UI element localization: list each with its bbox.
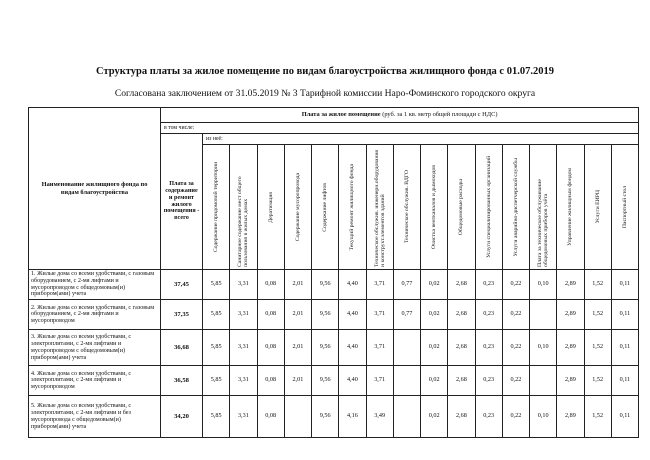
cell-value: 2,68 — [448, 366, 475, 396]
cell-value: 5,85 — [203, 330, 230, 366]
column-header-7 — [366, 145, 393, 270]
cell-value: 3,31 — [230, 330, 257, 366]
cell-value: 1,52 — [584, 330, 611, 366]
column-header-14 — [557, 145, 584, 270]
cell-value: 1,52 — [584, 396, 611, 438]
column-header-label: Очистка вентканалов и дымоходов — [431, 164, 438, 250]
column-header-3 — [257, 145, 284, 270]
row-total: 37,45 — [161, 270, 203, 300]
cell-value: 0,11 — [611, 366, 638, 396]
cell-value: 0,11 — [611, 300, 638, 330]
cell-value: 2,01 — [284, 300, 311, 330]
row-name: 4. Жилые дома со всеми удобствами, с электроплитами, с 2-мя лифтами и мусоропроводом — [29, 366, 161, 396]
payment-header — [161, 108, 639, 123]
cell-value: 0,11 — [611, 330, 638, 366]
cell-value: 0,22 — [502, 300, 529, 330]
table-row — [29, 396, 639, 438]
cell-value: 2,89 — [557, 366, 584, 396]
of-which-label: из неё: — [203, 134, 639, 145]
cell-value: 1,52 — [584, 300, 611, 330]
row-total: 36,68 — [161, 330, 203, 366]
cell-value: 0,08 — [257, 366, 284, 396]
cell-value: 0,02 — [421, 300, 448, 330]
column-header-15 — [584, 145, 611, 270]
cell-value: 0,22 — [502, 396, 529, 438]
column-header-label: Текущий ремонт жилищного фонда — [349, 163, 356, 251]
cell-value: 0,23 — [475, 300, 502, 330]
column-header-label: Дератизация — [267, 191, 274, 223]
cell-value: 5,85 — [203, 366, 230, 396]
cell-value: 2,68 — [448, 396, 475, 438]
cell-value: 2,01 — [284, 330, 311, 366]
cell-value: 2,68 — [448, 330, 475, 366]
cell-value: 2,68 — [448, 300, 475, 330]
cell-value — [284, 396, 311, 438]
row-name: 3. Жилые дома со всеми удобствами, с электроплитами, с 2-мя лифтами и мусоропроводом с общедомовым(и) прибором(ами) учета — [29, 330, 161, 366]
total-column-header: Плата за содержание и ремонт жилого помещения - всего — [161, 134, 203, 270]
cell-value: 0,11 — [611, 396, 638, 438]
cell-value: 0,02 — [421, 330, 448, 366]
cell-value: 0,22 — [502, 366, 529, 396]
column-header-11 — [475, 145, 502, 270]
cell-value: 3,71 — [366, 270, 393, 300]
cell-value — [393, 330, 420, 366]
column-header-label: Содержание придомовой территории — [213, 161, 220, 253]
cell-value: 9,56 — [312, 396, 339, 438]
cell-value: 0,08 — [257, 270, 284, 300]
cell-value — [530, 300, 557, 330]
document-title: Структура платы за жилое помещение по видам благоустройства жилищного фонда с 01.07.2019 — [96, 66, 554, 77]
cell-value: 0,77 — [393, 270, 420, 300]
column-header-label: Плата за техническое обслуживание общедомовых приборов учёта — [537, 179, 550, 267]
including-label: в том числе: — [161, 123, 639, 134]
cell-value: 3,31 — [230, 270, 257, 300]
table-row — [29, 270, 639, 300]
cell-value: 0,08 — [257, 396, 284, 438]
row-total: 36,58 — [161, 366, 203, 396]
cell-value: 1,52 — [584, 270, 611, 300]
cell-value: 0,11 — [611, 270, 638, 300]
column-header-label: Услуги ЕИРЦ — [594, 190, 601, 224]
column-header-1 — [203, 145, 230, 270]
row-total: 37,35 — [161, 300, 203, 330]
cell-value: 4,40 — [339, 300, 366, 330]
row-total: 34,20 — [161, 396, 203, 438]
cell-value: 2,01 — [284, 270, 311, 300]
column-header-9 — [421, 145, 448, 270]
cell-value: 0,22 — [502, 270, 529, 300]
cell-value: 2,89 — [557, 330, 584, 366]
cell-value: 2,01 — [284, 366, 311, 396]
cell-value: 0,02 — [421, 270, 448, 300]
payment-header-bold: Плата за жилое помещение — [301, 111, 381, 119]
cell-value: 3,49 — [366, 396, 393, 438]
column-header-13 — [530, 145, 557, 270]
cell-value: 5,85 — [203, 396, 230, 438]
cell-value: 0,23 — [475, 366, 502, 396]
cell-value: 5,85 — [203, 270, 230, 300]
cell-value: 9,56 — [312, 330, 339, 366]
column-header-label: Паспортный стол — [621, 185, 628, 229]
column-header-label: Управление жилищным фондом — [567, 168, 574, 246]
column-header-label: Техническое обслужив. инженерн.оборудования и конструкт.элементов зданий — [373, 149, 386, 267]
column-header-label: Техническое обслужив. ВДГО — [403, 170, 410, 244]
cell-value: 0,23 — [475, 396, 502, 438]
column-header-4 — [284, 145, 311, 270]
column-header-6 — [339, 145, 366, 270]
cell-value: 2,68 — [448, 270, 475, 300]
cell-value — [393, 396, 420, 438]
column-header-8 — [393, 145, 420, 270]
cell-value: 9,56 — [312, 366, 339, 396]
cell-value: 4,16 — [339, 396, 366, 438]
cell-value: 5,85 — [203, 300, 230, 330]
cell-value: 0,10 — [530, 330, 557, 366]
cell-value: 0,22 — [502, 330, 529, 366]
cell-value: 4,40 — [339, 330, 366, 366]
row-name: 1. Жилые дома со всеми удобствами, с газовым оборудованием, с 2-мя лифтами и мусоропроводом с общедомовым(и) прибором(ами) учета — [29, 270, 161, 300]
column-header-12 — [502, 145, 529, 270]
document-subtitle: Согласована заключением от 31.05.2019 № 3 Тарифной комиссии Наро-Фоминского городского округа — [114, 88, 536, 99]
column-header-10 — [448, 145, 475, 270]
tariff-table — [28, 107, 639, 438]
cell-value: 0,10 — [530, 270, 557, 300]
cell-value: 0,02 — [421, 396, 448, 438]
cell-value: 1,52 — [584, 366, 611, 396]
cell-value: 3,71 — [366, 300, 393, 330]
row-name: 2. Жилые дома со всеми удобствами, с газовым оборудованием, с 2-мя лифтами и мусоропроводом — [29, 300, 161, 330]
column-header-label: Санитарное содержание мест общего пользования в жилых домах — [237, 176, 250, 267]
cell-value: 0,10 — [530, 396, 557, 438]
payment-header-unit: (руб. за 1 кв. метр общей площади с НДС) — [380, 111, 498, 119]
cell-value: 4,40 — [339, 366, 366, 396]
cell-value: 0,23 — [475, 330, 502, 366]
table-row — [29, 366, 639, 396]
cell-value: 3,31 — [230, 300, 257, 330]
table-row — [29, 330, 639, 366]
cell-value: 3,71 — [366, 366, 393, 396]
cell-value: 0,02 — [421, 366, 448, 396]
cell-value: 0,77 — [393, 300, 420, 330]
cell-value: 4,40 — [339, 270, 366, 300]
cell-value: 9,56 — [312, 270, 339, 300]
cell-value: 9,56 — [312, 300, 339, 330]
column-header-2 — [230, 145, 257, 270]
cell-value: 2,89 — [557, 300, 584, 330]
name-column-header: Наименование жилищного фонда по видам благоустройства — [29, 108, 161, 270]
column-header-label: Услуги аварийно-диспетчерской службы — [512, 157, 519, 257]
cell-value: 3,71 — [366, 330, 393, 366]
column-header-label: Услуги специализированных организаций — [485, 156, 492, 258]
cell-value: 0,23 — [475, 270, 502, 300]
cell-value: 2,89 — [557, 270, 584, 300]
column-header-label: Общедомовые расходы — [458, 178, 465, 236]
cell-value: 3,31 — [230, 366, 257, 396]
cell-value: 0,08 — [257, 300, 284, 330]
column-header-16 — [611, 145, 638, 270]
cell-value — [393, 366, 420, 396]
column-header-5 — [312, 145, 339, 270]
table-row — [29, 300, 639, 330]
cell-value: 2,89 — [557, 396, 584, 438]
column-header-label: Содержание лифтов — [322, 182, 329, 232]
cell-value — [530, 366, 557, 396]
column-header-label: Содержание мусоропровода — [294, 172, 301, 242]
cell-value: 3,31 — [230, 396, 257, 438]
row-name: 5. Жилые дома со всеми удобствами, с электроплитами, с 2-мя лифтами и без мусоропровода с общедомовым(и) прибором(ами) учета — [29, 396, 161, 438]
cell-value: 0,08 — [257, 330, 284, 366]
